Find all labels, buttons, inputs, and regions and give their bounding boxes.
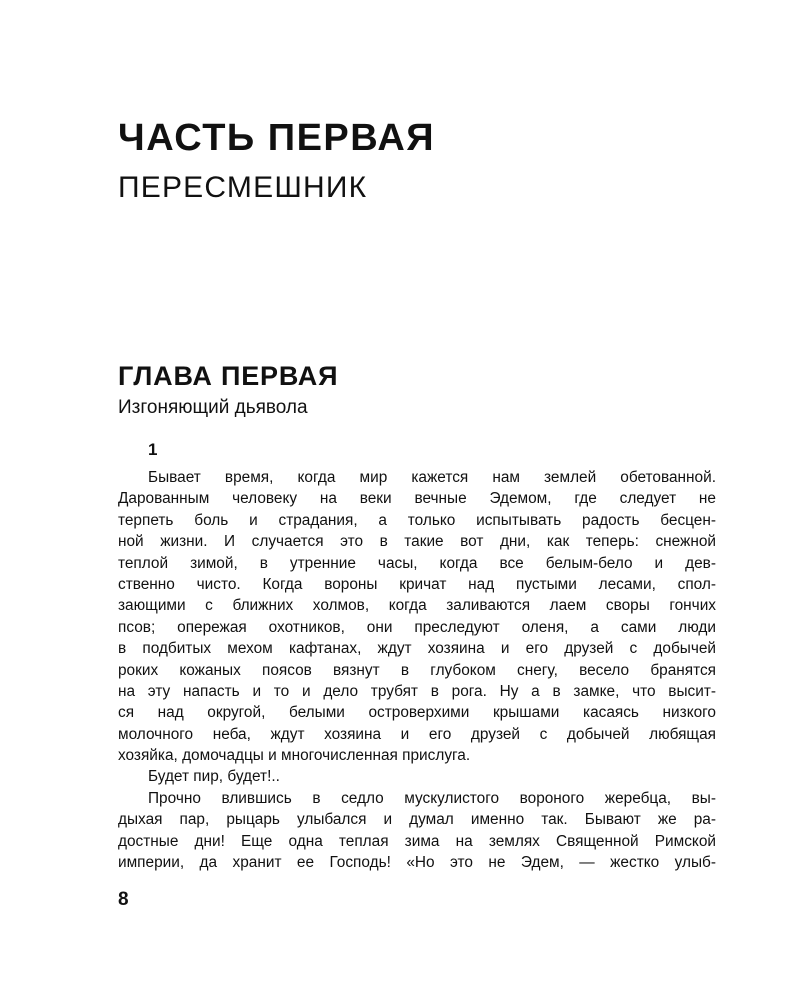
chapter-title: ГЛАВА ПЕРВАЯ bbox=[118, 361, 339, 391]
text-line: молочного неба, ждут хозяина и его друзей с добычей любящая bbox=[118, 725, 716, 743]
text-line: Прочно влившись в седло мускулистого вороного жеребца, вы- bbox=[148, 789, 716, 807]
text-line: Бывает время, когда мир кажется нам землей обетованной. bbox=[148, 469, 716, 486]
text-line: Дарованным человеку на веки вечные Эдемом, где следует не bbox=[118, 490, 716, 508]
page-number: 8 bbox=[118, 889, 129, 910]
part-title: ЧАСТЬ ПЕРВАЯ bbox=[118, 117, 436, 159]
text-line: псов; опережая охотников, они преследуют оленя, а сами люди bbox=[118, 618, 716, 636]
body-text bbox=[118, 467, 716, 873]
text-line: дыхая пар, рыцарь улыбался и думал именно так. Бывают же ра- bbox=[118, 811, 716, 829]
part-subtitle: ПЕРЕСМЕШНИК bbox=[118, 171, 368, 204]
text-line: в подбитых мехом кафтанах, ждут хозяина и его друзей с добычей bbox=[118, 640, 716, 658]
text-line: ственно чисто. Когда вороны кричат над пустыми лесами, спол- bbox=[118, 575, 716, 593]
text-line: роких кожаных поясов вязнут в глубоком снегу, весело бранятся bbox=[118, 661, 716, 679]
text-line: империи, да хранит ее Господь! «Но это не Эдем, — жестко улыб- bbox=[118, 854, 716, 872]
text-line: зающими с ближних холмов, когда заливаются лаем своры гончих bbox=[118, 597, 716, 615]
text-line: ной жизни. И случается это в такие вот дни, как теперь: снежной bbox=[118, 533, 716, 551]
text-line: хозяйка, домочадцы и многочисленная прислуга. bbox=[118, 747, 471, 765]
text-line: теплой зимой, в утренние часы, когда все белым-бело и дев- bbox=[118, 554, 716, 572]
text-line: Будет пир, будет!.. bbox=[148, 768, 280, 786]
section-number: 1 bbox=[148, 440, 158, 459]
text-line: достные дни! Еще одна теплая зима на землях Священной Римской bbox=[118, 832, 716, 850]
text-line: ся над округой, белыми островерхими крышами касаясь низкого bbox=[118, 704, 716, 722]
text-line: терпеть боль и страдания, а только испытывать радость бесцен- bbox=[118, 511, 716, 529]
text-line: на эту напасть и то и дело трубят в рога. Ну а в замке, что высит- bbox=[118, 682, 716, 700]
chapter-subtitle: Изгоняющий дьявола bbox=[118, 397, 308, 418]
